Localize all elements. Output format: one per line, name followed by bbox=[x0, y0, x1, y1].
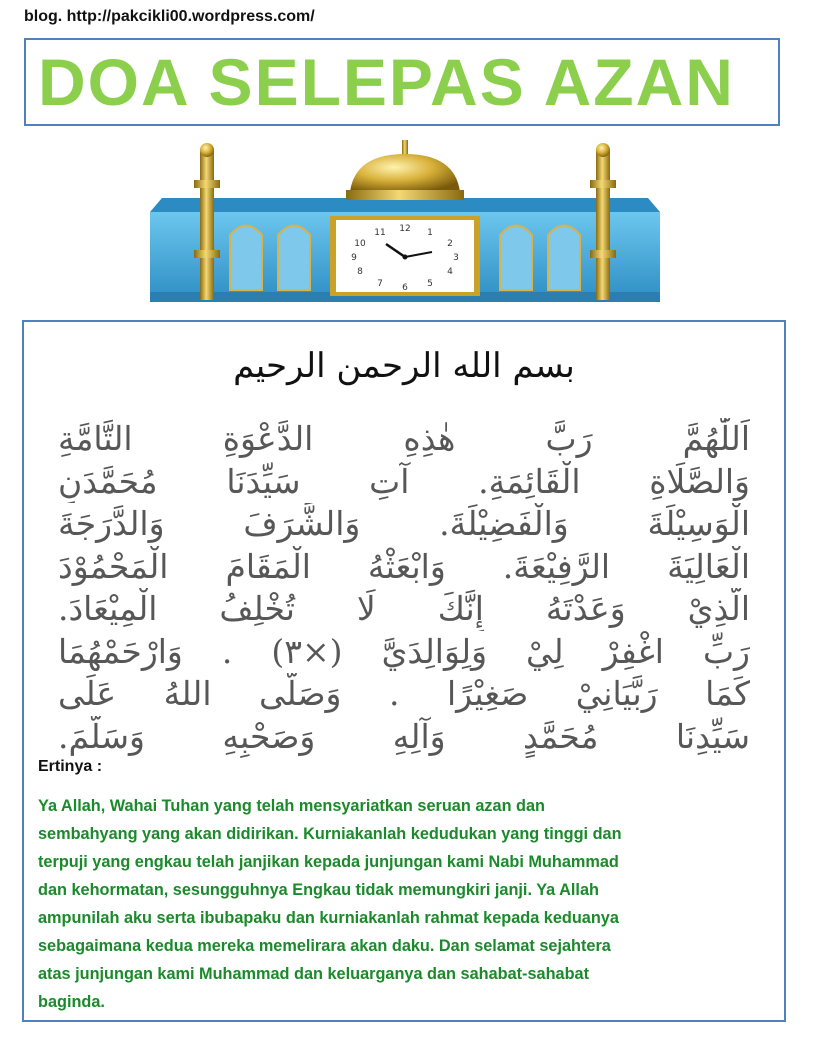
meaning-line: ampunilah aku serta ibubapaku dan kurniakanlah rahmat kepada keduanya bbox=[38, 909, 619, 927]
clock-numeral: 2 bbox=[447, 239, 453, 249]
meaning-line: dan kehormatan, sesungguhnya Engkau tidak memungkiri janji. Ya Allah bbox=[38, 881, 599, 899]
blog-url: blog. http://pakcikli00.wordpress.com/ bbox=[24, 8, 315, 25]
clock-numeral: 12 bbox=[399, 224, 411, 234]
clock-numeral: 9 bbox=[351, 253, 357, 263]
clock-numeral: 3 bbox=[453, 253, 459, 263]
clock-numeral: 10 bbox=[354, 239, 366, 249]
doa-line: رَبِّ اغْفِرْ لِيْ وَلِوَالِدَيَّ (×٣) . وَارْحَمْهُمَا bbox=[58, 631, 750, 671]
doa-line: الْعَالِيَةَ الرَّفِيْعَةَ. وَابْعَثْهُ الْمَقَامَ الْمَحْمُوْدَ bbox=[58, 546, 750, 586]
meaning-text bbox=[38, 792, 770, 1016]
doa-line: الْوَسِيْلَةَ وَالْفَضِيْلَةَ. وَالشَّرَفَ وَالدَّرَجَةَ bbox=[58, 504, 750, 543]
title-box bbox=[24, 38, 780, 126]
meaning-line: atas junjungan kami Muhammad dan keluarganya dan sahabat-sahabat bbox=[38, 965, 589, 983]
doa-line: كَمَا رَبَّيَانِيْ صَغِيْرًا . وَصَلَّى اللهُ عَلَى bbox=[58, 674, 750, 713]
ertinya-label: Ertinya : bbox=[38, 758, 103, 775]
clock-numeral: 6 bbox=[402, 283, 408, 293]
clock-numeral: 4 bbox=[447, 267, 453, 277]
arabic-doa-text bbox=[58, 418, 750, 758]
clock-roof bbox=[150, 198, 660, 212]
meaning-line: sebagaimana kedua mereka memelirara akan daku. Dan selamat sejahtera bbox=[38, 937, 611, 955]
meaning-line: terpuji yang engkau telah janjikan kepada junjungan kami Nabi Muhammad bbox=[38, 853, 619, 871]
doa-line: الَّذِيْ وَعَدْتَهُ إِنَّكَ لَا تُخْلِفُ الْمِيْعَادَ. bbox=[58, 589, 750, 628]
doa-line: وَالصَّلَاةِ الْقَائِمَةِ. آتِ سَيِّدَنَا مُحَمَّدَنِ bbox=[58, 461, 750, 501]
basmala: بسم الله الرحمن الرحيم bbox=[233, 346, 575, 386]
doa-line: اَللّٰهُمَّ رَبَّ هٰذِهِ الدَّعْوَةِ التَّامَّةِ bbox=[58, 419, 750, 458]
doa-content-box bbox=[22, 320, 786, 1022]
clock-numeral: 7 bbox=[377, 279, 383, 289]
meaning-line: sembahyang yang akan didirikan. Kurniakanlah kedudukan yang tinggi dan bbox=[38, 825, 622, 843]
doa-line: سَيِّدِنَا مُحَمَّدٍ وَآلِهِ وَصَحْبِهِ وَسَلَّمَ. bbox=[58, 716, 750, 756]
clock-numeral: 8 bbox=[357, 267, 363, 277]
clock-numeral: 11 bbox=[374, 228, 386, 238]
page-title: DOA SELEPAS AZAN bbox=[38, 45, 735, 119]
meaning-line: baginda. bbox=[38, 993, 105, 1011]
azan-clock-mosque-icon bbox=[150, 140, 660, 305]
dome-shape bbox=[350, 154, 460, 192]
clock-numeral: 5 bbox=[427, 279, 433, 289]
clock-numeral: 1 bbox=[427, 228, 433, 238]
meaning-line: Ya Allah, Wahai Tuhan yang telah mensyariatkan seruan azan dan bbox=[38, 797, 545, 815]
